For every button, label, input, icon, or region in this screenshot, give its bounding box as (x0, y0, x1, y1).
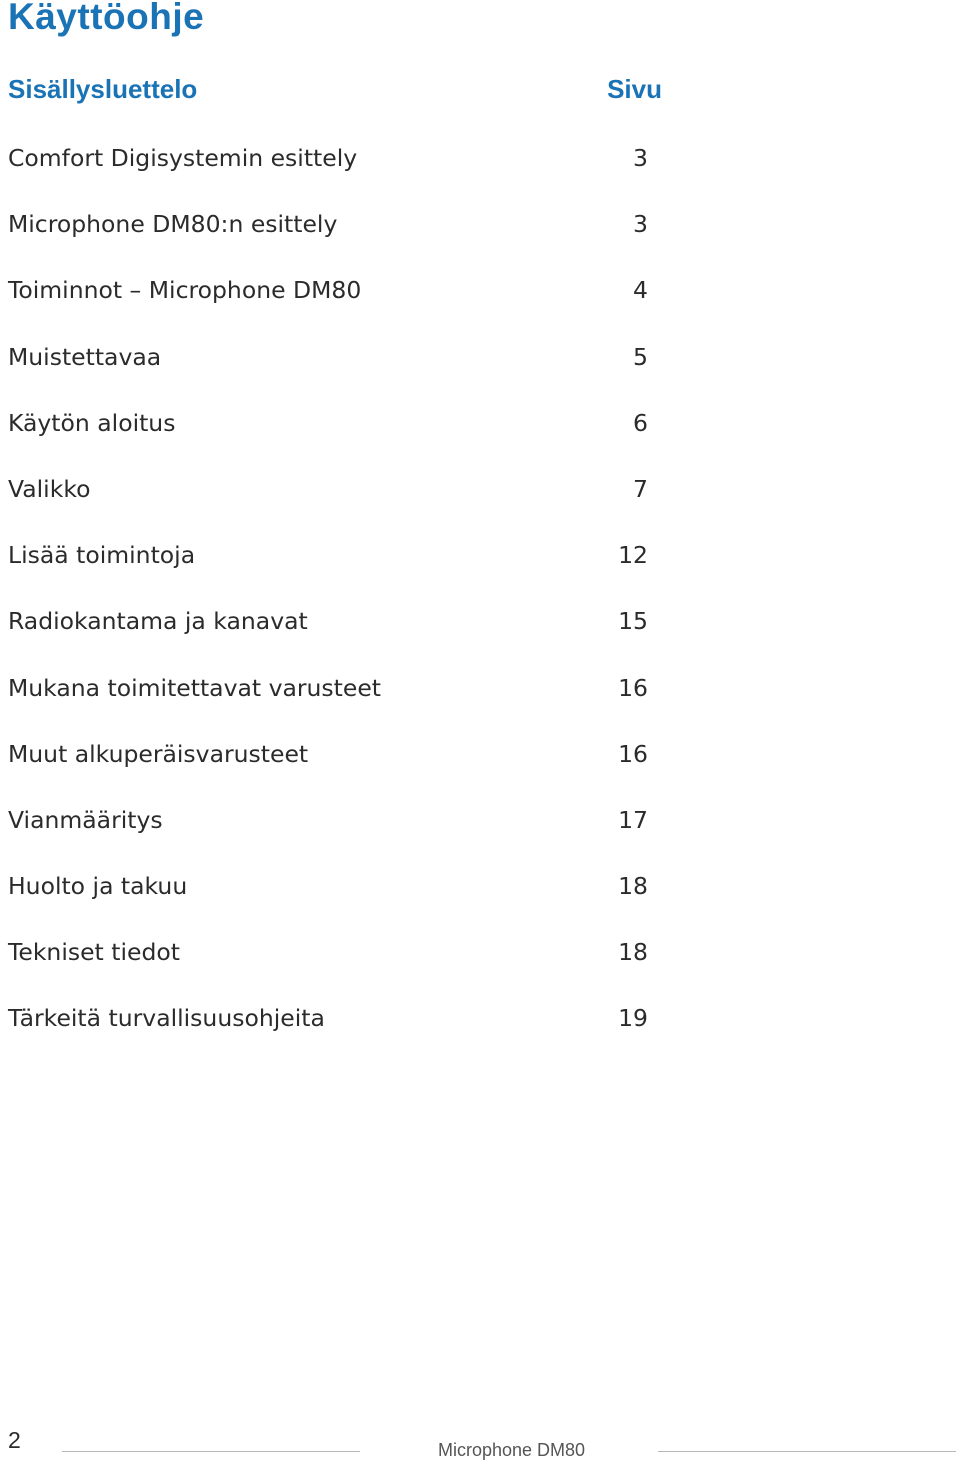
toc-entry-page: 16 (618, 739, 648, 768)
toc-entry[interactable] (8, 272, 648, 338)
toc-entry[interactable] (8, 868, 648, 934)
toc-entry-label: Tekniset tiedot (8, 938, 180, 967)
toc-heading: Sisällysluettelo (8, 74, 198, 104)
toc-entry-page: 16 (618, 673, 648, 702)
toc-entry-page: 18 (618, 938, 648, 967)
toc-entry[interactable] (8, 1000, 648, 1066)
toc-header (8, 74, 662, 108)
toc-entry-label: Huolto ja takuu (8, 872, 188, 901)
toc-entry-label: Toiminnot – Microphone DM80 (8, 276, 362, 305)
toc-entry[interactable] (8, 537, 648, 603)
toc-list (8, 140, 648, 1067)
toc-entry-page: 15 (618, 607, 648, 636)
toc-entry[interactable] (8, 140, 648, 206)
toc-entry-page: 12 (618, 541, 648, 570)
toc-entry[interactable] (8, 603, 648, 669)
toc-entry-page: 5 (633, 342, 648, 371)
toc-entry-page: 4 (633, 276, 648, 305)
toc-entry-page: 3 (633, 210, 648, 239)
toc-entry[interactable] (8, 405, 648, 471)
toc-entry-page: 7 (633, 474, 648, 503)
toc-entry-page: 19 (618, 1004, 648, 1033)
toc-page-heading: Sivu (607, 74, 662, 104)
toc-entry-page: 6 (633, 408, 648, 437)
toc-entry[interactable] (8, 339, 648, 405)
toc-entry[interactable] (8, 206, 648, 272)
toc-entry-label: Mukana toimitettavat varusteet (8, 673, 382, 702)
toc-entry-page: 17 (618, 805, 648, 834)
toc-entry-label: Lisää toimintoja (8, 541, 196, 570)
footer-page-number: 2 (8, 1427, 21, 1453)
toc-entry-label: Muistettavaa (8, 342, 162, 371)
toc-entry-label: Radiokantama ja kanavat (8, 607, 308, 636)
toc-entry-label: Käytön aloitus (8, 408, 176, 437)
toc-entry-label: Comfort Digisystemin esittely (8, 144, 358, 172)
toc-entry-page: 3 (633, 144, 648, 172)
footer-divider-right (658, 1451, 956, 1452)
toc-entry-label: Muut alkuperäisvarusteet (8, 739, 309, 768)
footer-product-name: Microphone DM80 (438, 1440, 586, 1460)
toc-entry-label: Vianmääritys (8, 805, 163, 834)
footer-divider-left (62, 1451, 360, 1452)
toc-entry[interactable] (8, 670, 648, 736)
toc-entry[interactable] (8, 736, 648, 802)
toc-entry-label: Tärkeitä turvallisuusohjeita (8, 1004, 325, 1033)
page-title: Käyttöohje (8, 0, 205, 37)
toc-entry[interactable] (8, 934, 648, 1000)
toc-entry[interactable] (8, 802, 648, 868)
toc-entry[interactable] (8, 471, 648, 537)
toc-entry-label: Valikko (8, 474, 91, 503)
toc-entry-page: 18 (618, 872, 648, 901)
toc-entry-label: Microphone DM80:n esittely (8, 210, 338, 239)
